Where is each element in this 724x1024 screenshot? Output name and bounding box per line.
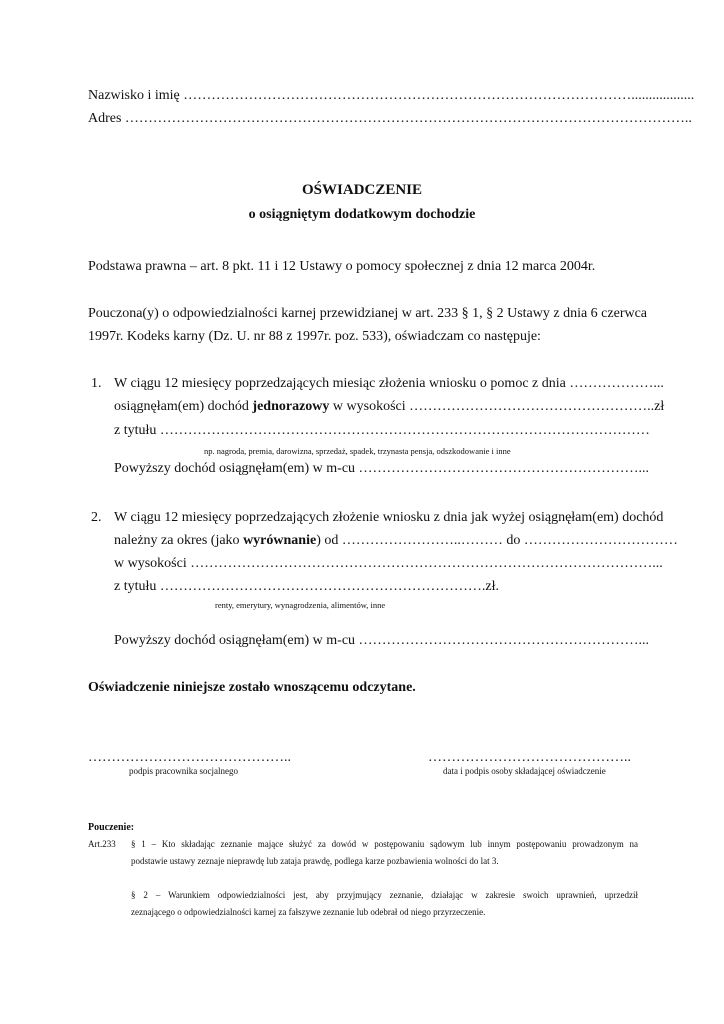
item-2-line-2-bold: wyrównanie: [243, 533, 317, 548]
item-1-hint: np. nagroda, premia, darowizna, sprzedaż, spadek, trzynasta pensja, odszkodowanie i inne: [204, 446, 511, 456]
item-1-source-field[interactable]: z tytułu ……………………………………………………………………………………………: [114, 423, 650, 438]
instruction-paragraph-1-line-1: § 1 – Kto składając zeznanie mające służyć za dowód w postępowaniu sądowym lub innym postępowaniu prowadzonym na: [131, 839, 638, 849]
item-1-month-field[interactable]: Powyższy dochód osiągnęłam(em) w m-cu ……………………………………………………...: [114, 461, 650, 476]
instruction-heading: Pouczenie:: [88, 822, 135, 833]
address-field[interactable]: Adres …………………………………………………………………………………………………………..: [88, 111, 692, 126]
instruction-paragraph-2-line-2: zeznającego o odpowiedzialności karnej za fałszywe zeznanie lub odebrał od niego przyrzeczenie.: [131, 907, 486, 917]
instruction-article: Art.233: [88, 839, 116, 849]
item-2-period-field[interactable]: [114, 533, 678, 549]
instruction-paragraph-1-line-2: podstawie ustawy zeznaje nieprawdę lub zataja prawdę, podlega karze pozbawienia wolności do lat 3.: [131, 856, 499, 866]
item-1-amount-field[interactable]: [114, 399, 665, 415]
item-1-line-2-post: w wysokości ……………………………………………..zł: [329, 399, 665, 414]
instruction-paragraph-2-line-1: § 2 – Warunkiem odpowiedzialności jest, aby przyjmujący zeznanie, działając w zakresie swoich uprawnień, uprzedził: [131, 890, 638, 900]
item-2-number: 2.: [91, 510, 102, 525]
item-2-line-2-post: ) od ……………………..……… do ……………………………: [316, 533, 678, 548]
item-2-line-2-pre: należny za okres (jako: [114, 533, 244, 548]
item-1-line-1[interactable]: W ciągu 12 miesięcy poprzedzających miesiąc złożenia wniosku o pomoc z dnia ………………...: [114, 376, 664, 391]
name-field[interactable]: Nazwisko i imię ……………………………………………………………………………………..................: [88, 88, 695, 103]
item-1-line-2-pre: osiągnęłam(em) dochód: [114, 399, 253, 414]
item-2-month-field[interactable]: Powyższy dochód osiągnęłam(em) w m-cu ……………………………………………………...: [114, 633, 650, 648]
declarant-signature-field[interactable]: ……………………………………..: [428, 750, 631, 765]
social-worker-signature-field[interactable]: ……………………………………..: [88, 750, 291, 765]
social-worker-signature-label: podpis pracownika socjalnego: [129, 766, 238, 776]
item-2-hint: renty, emerytury, wynagrodzenia, alimentów, inne: [215, 600, 386, 610]
document-subtitle: o osiągniętym dodatkowym dochodzie: [248, 207, 476, 222]
document-title: OŚWIADCZENIE: [301, 182, 423, 198]
confirmation-statement: Oświadczenie niniejsze zostało wnoszącemu odczytane.: [88, 680, 416, 695]
item-1-number: 1.: [91, 376, 102, 391]
advisement-line-1: Pouczona(y) o odpowiedzialności karnej przewidzianej w art. 233 § 1, § 2 Ustawy z dnia 6 czerwca: [88, 306, 648, 321]
declarant-signature-label: data i podpis osoby składającej oświadczenie: [443, 766, 606, 776]
item-2-source-field[interactable]: z tytułu …………………………………………………………….zł.: [114, 579, 499, 594]
item-1-line-2-bold: jednorazowy: [252, 399, 330, 414]
item-2-line-1: W ciągu 12 miesięcy poprzedzających złożenie wniosku z dnia jak wyżej osiągnęłam(em) dochód: [114, 510, 664, 525]
advisement-line-2: 1997r. Kodeks karny (Dz. U. nr 88 z 1997r. poz. 533), oświadczam co następuje:: [88, 329, 541, 344]
item-2-amount-field[interactable]: w wysokości ………………………………………………………………………………………...: [114, 556, 663, 571]
legal-basis: Podstawa prawna – art. 8 pkt. 11 i 12 Ustawy o pomocy społecznej z dnia 12 marca 2004r.: [88, 259, 596, 274]
